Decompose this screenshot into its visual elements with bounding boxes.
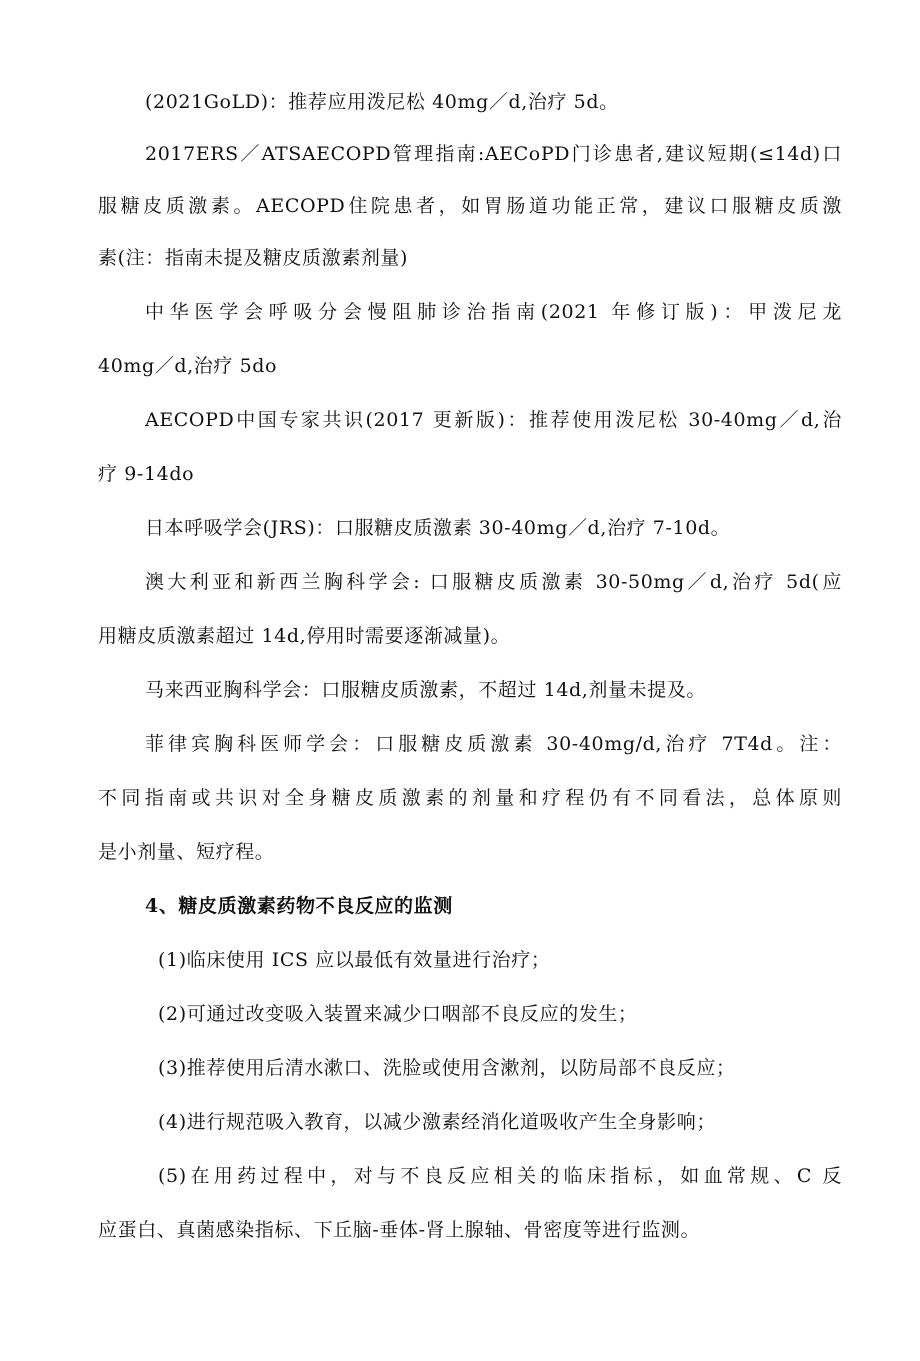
list-item-5: (5)在用药过程中，对与不良反应相关的临床指标，如血常规、C 反	[158, 1165, 842, 1187]
list-item-1: (1)临床使用 ICS 应以最低有效量进行治疗；	[158, 949, 551, 971]
text-line-expert-consensus: AECOPD中国专家共识(2017 更新版)：推荐使用泼尼松 30-40mg／d,治	[145, 409, 842, 431]
section-heading: 4、糖皮质激素药物不良反应的监测	[145, 895, 453, 917]
text-line-china-guideline-cont: 40mg／d,治疗 5do	[98, 355, 278, 377]
list-item-3: (3)推荐使用后清水漱口、洗脸或使用含漱剂，以防局部不良反应；	[158, 1057, 736, 1079]
text-line-ers-ats-cont: 服糖皮质激素。AECOPD住院患者，如胃肠道功能正常，建议口服糖皮质激	[98, 195, 842, 217]
text-line-expert-consensus-cont: 疗 9-14do	[98, 463, 195, 485]
text-line-philippines: 菲律宾胸科医师学会：口服糖皮质激素 30-40mg/d,治疗 7T4d。注：	[145, 733, 842, 755]
text-line-malaysia: 马来西亚胸科学会：口服糖皮质激素，不超过 14d,剂量未提及。	[145, 679, 707, 701]
text-line-anz: 澳大利亚和新西兰胸科学会: 口服糖皮质激素 30-50mg／d,治疗 5d(应	[145, 571, 842, 593]
list-item-2: (2)可通过改变吸入装置来减少口咽部不良反应的发生；	[158, 1003, 638, 1025]
text-line-anz-cont: 用糖皮质激素超过 14d,停用时需要逐渐减量)。	[98, 625, 511, 647]
list-item-5-cont: 应蛋白、真菌感染指标、下丘脑-垂体-肾上腺轴、骨密度等进行监测。	[98, 1219, 701, 1241]
text-line-jrs: 日本呼吸学会(JRS)：口服糖皮质激素 30-40mg／d,治疗 7-10d。	[145, 517, 731, 539]
text-line-principle-cont: 是小剂量、短疗程。	[98, 841, 275, 863]
text-line-gold: (2021GoLD)：推荐应用泼尼松 40mg／d,治疗 5d。	[145, 91, 619, 113]
text-line-china-guideline: 中华医学会呼吸分会慢阻肺诊治指南(2021 年修订版)：甲泼尼龙	[145, 301, 842, 323]
text-line-principle: 不同指南或共识对全身糖皮质激素的剂量和疗程仍有不同看法，总体原则	[98, 787, 842, 809]
text-line-ers-ats-note: 素(注：指南未提及糖皮质激素剂量)	[98, 247, 409, 269]
list-item-4: (4)进行规范吸入教育，以减少激素经消化道吸收产生全身影响；	[158, 1111, 716, 1133]
text-line-ers-ats: 2017ERS／ATSAECOPD管理指南:AECoPD门诊患者,建议短期(≤14d)口	[145, 143, 842, 165]
